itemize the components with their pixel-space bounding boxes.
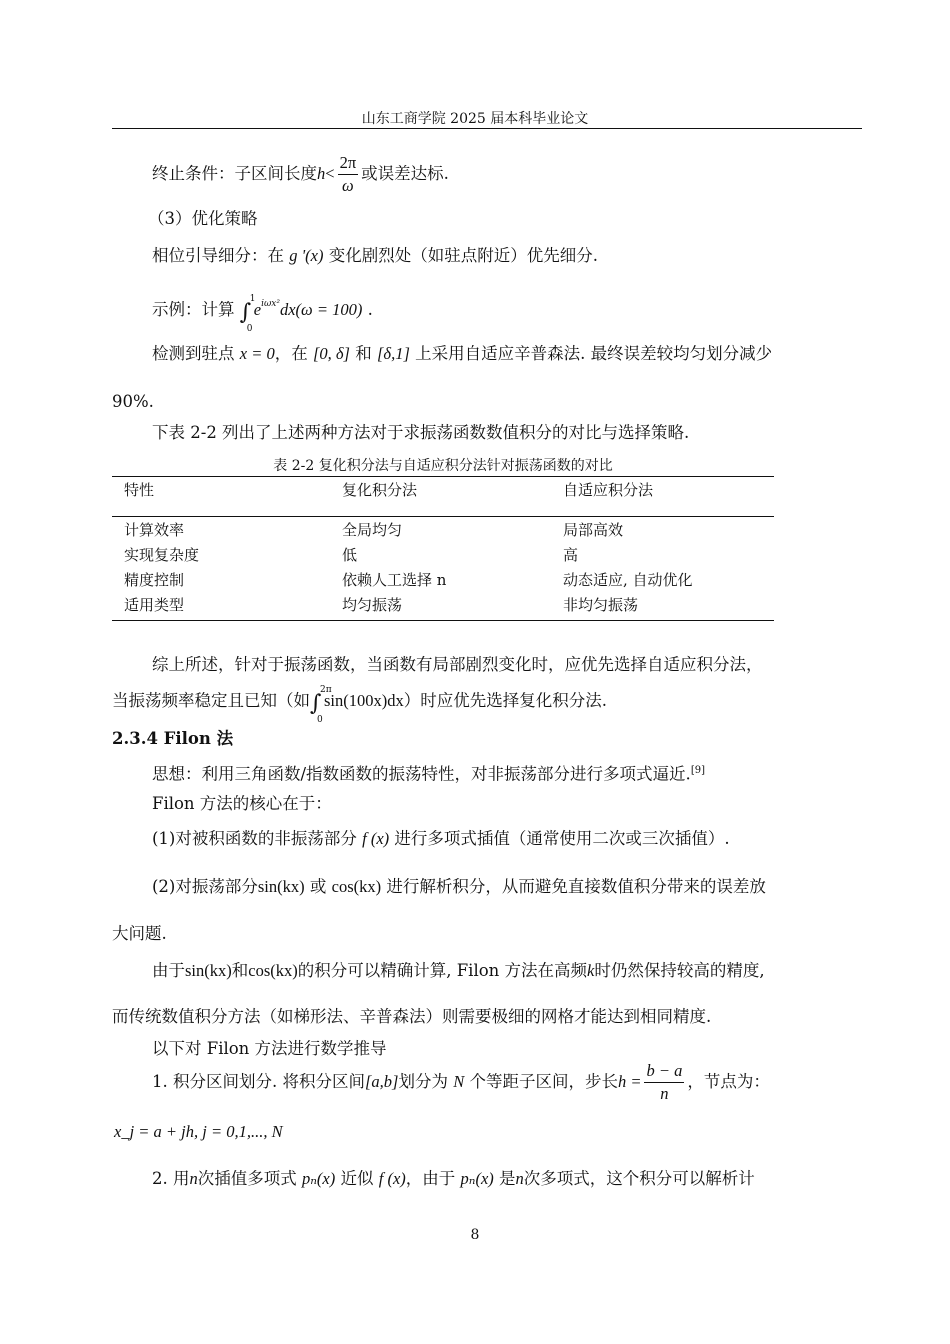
paragraph-continued: 而传统数值积分方法（如梯形法、辛普森法）则需要极细的网格才能达到相同精度.	[112, 1007, 712, 1026]
table-cell: 全局均匀	[342, 521, 403, 539]
integral-upper: 1	[249, 294, 256, 304]
paragraph: 综上所述，针对于振荡函数，当函数有局部剧烈变化时，应优先选择自适应积分法，	[152, 655, 763, 674]
paragraph	[152, 1060, 770, 1105]
text: 2. 用	[152, 1169, 190, 1188]
page-number: 8	[470, 1227, 480, 1243]
paragraph-continued: 大问题.	[112, 924, 167, 943]
table-header-cell: 特性	[124, 481, 155, 499]
table-cell: 适用类型	[124, 596, 185, 614]
exponent: iωx²	[261, 299, 280, 309]
table-caption: 表 2-2 复化积分法与自适应积分法针对振荡函数的对比	[273, 458, 613, 474]
text: 示例：计算	[152, 300, 235, 319]
integral-lower: 0	[317, 715, 323, 725]
text: 变化剧烈处（如驻点附近）优先细分.	[328, 246, 598, 265]
text: 检测到驻点	[152, 344, 235, 363]
text: 进行多项式插值（通常使用二次或三次插值）.	[394, 829, 730, 848]
text: 相位引导细分：在	[152, 246, 284, 265]
fraction	[644, 1060, 684, 1105]
text: 终止条件：子区间长度	[152, 164, 317, 183]
math-expr: cos(kx)	[331, 877, 382, 896]
text: 次插值多项式	[197, 1169, 297, 1188]
math-expr: [0, δ]	[312, 344, 350, 363]
text: 近似	[340, 1169, 374, 1188]
fraction	[338, 152, 359, 197]
text: 思想：利用三角函数/指数函数的振荡特性，对非振荡部分进行多项式逼近.	[152, 764, 691, 784]
text: 是	[499, 1169, 516, 1188]
integral-upper: 2π	[320, 685, 332, 695]
paragraph	[152, 876, 766, 898]
text: 和	[355, 344, 372, 363]
frac-numerator: b − a	[644, 1060, 684, 1083]
text: (2)对振荡部分	[152, 877, 258, 896]
math-expr: pₙ(x)	[460, 1169, 494, 1188]
math-expr: g '(x)	[289, 246, 324, 265]
math-expr: h =	[617, 1072, 642, 1091]
integral-sign: ∫ 2π 0	[310, 693, 324, 715]
text: 进行解析积分，从而避免直接数值积分带来的误差放	[386, 877, 766, 896]
math-expr: cos(kx)	[248, 961, 298, 980]
paragraph	[152, 828, 730, 850]
math-expr: x = 0	[239, 344, 275, 363]
table-cell: 高	[563, 546, 579, 564]
math-expr: e	[253, 300, 262, 319]
frac-denominator: n	[660, 1084, 669, 1103]
math-op: <	[325, 164, 335, 183]
text: 上采用自适应辛普森法. 最终误差较均匀划分减少	[415, 344, 773, 363]
paragraph	[152, 245, 598, 267]
paragraph	[152, 1168, 755, 1190]
table-cell: 依赖人工选择 n	[342, 571, 447, 589]
text: 划分为	[398, 1072, 448, 1091]
paragraph: （3）优化策略	[148, 209, 258, 228]
paragraph-continued: 90%.	[112, 392, 154, 411]
running-header: 山东工商学院 2025 届本科毕业论文	[361, 111, 589, 127]
text: 或误差达标.	[361, 164, 449, 183]
paragraph: 以下对 Filon 方法进行数学推导	[152, 1039, 387, 1058]
text: 当振荡频率稳定且已知（如	[112, 691, 310, 710]
paragraph	[152, 760, 705, 786]
frac-numerator: 2π	[338, 152, 359, 175]
text: 和	[231, 961, 249, 980]
text: .	[367, 300, 373, 319]
termination-condition	[152, 152, 449, 197]
text: 1. 积分区间划分. 将积分区间	[152, 1072, 365, 1091]
table-header-cell: 自适应积分法	[563, 481, 654, 499]
table-top-rule	[112, 476, 774, 477]
table-header-cell: 复化积分法	[342, 481, 418, 499]
table-cell: 实现复杂度	[124, 546, 200, 564]
table-header-rule	[112, 516, 774, 517]
paragraph: 下表 2-2 列出了上述两种方法对于求振荡函数数值积分的对比与选择策略.	[152, 423, 690, 442]
table-cell: 局部高效	[563, 521, 624, 539]
citation: [9]	[690, 765, 705, 776]
math-var: n	[515, 1169, 524, 1188]
text: 或	[309, 877, 327, 896]
math-var: N	[453, 1072, 465, 1091]
table-cell: 动态适应, 自动优化	[563, 571, 693, 589]
frac-denominator: ω	[342, 176, 354, 195]
table-cell: 均匀振荡	[342, 596, 403, 614]
header-rule	[112, 128, 862, 129]
paragraph	[152, 343, 772, 365]
integral-lower: 0	[246, 324, 253, 334]
math-expr: [δ,1]	[376, 344, 410, 363]
table-cell: 非均匀振荡	[563, 596, 639, 614]
math-expr: f (x)	[378, 1169, 406, 1188]
table-bottom-rule	[112, 620, 774, 621]
math-expr: sin(kx)	[257, 877, 305, 896]
text: 次多项式，这个积分可以解析计	[523, 1169, 755, 1188]
math-var: h	[317, 164, 326, 183]
math-expr: [a,b]	[364, 1072, 399, 1091]
example-line	[152, 293, 373, 334]
text: 由于	[152, 961, 185, 980]
math-expr: dx(ω = 100)	[279, 300, 363, 319]
math-expr: sin(100x)dx	[324, 691, 404, 710]
math-expr: sin(kx)	[185, 961, 232, 980]
text: 的积分可以精确计算, Filon 方法在高频	[297, 961, 588, 980]
text: ，节点为：	[687, 1072, 770, 1091]
paragraph: Filon 方法的核心在于：	[152, 794, 332, 813]
math-var: n	[189, 1169, 198, 1188]
text: ，由于	[405, 1169, 456, 1188]
paragraph	[152, 960, 765, 982]
table-cell: 计算效率	[124, 521, 185, 539]
math-expr: f (x)	[362, 829, 390, 848]
table-cell: 低	[342, 546, 358, 564]
text: 时仍然保持较高的精度,	[594, 961, 765, 980]
integral-sign: ∫ 1 0	[240, 302, 254, 324]
text: ，在	[274, 344, 308, 363]
formula-nodes: x_j = a + jh, j = 0,1,..., N	[114, 1122, 283, 1141]
math-var: k	[587, 961, 595, 980]
paragraph-continued	[112, 685, 607, 725]
table-cell: 精度控制	[124, 571, 185, 589]
section-heading: 2.3.4 Filon 法	[112, 729, 234, 748]
text: 个等距子区间，步长	[469, 1072, 618, 1091]
text: (1)对被积函数的非振荡部分	[152, 829, 357, 848]
text: ）时应优先选择复化积分法.	[403, 691, 607, 710]
math-expr: pₙ(x)	[302, 1169, 336, 1188]
